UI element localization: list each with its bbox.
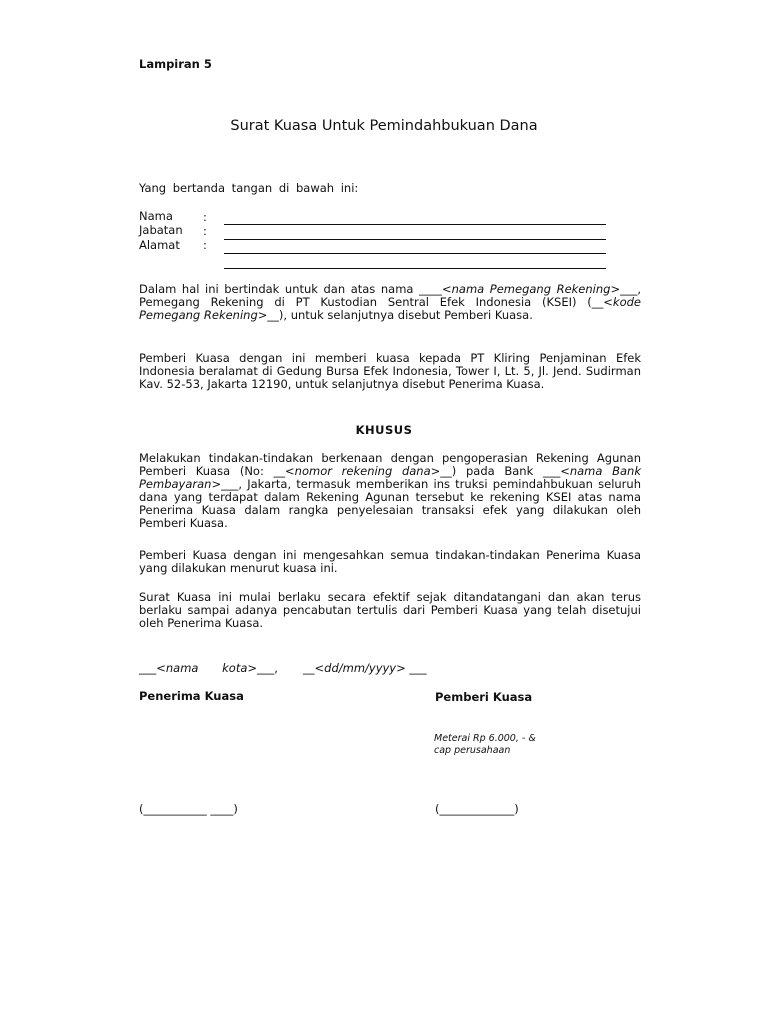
alamat-line-1 bbox=[224, 253, 606, 254]
stamp-duty-line-2: cap perusahaan bbox=[434, 745, 511, 756]
field-label-alamat: Alamat bbox=[139, 238, 180, 252]
field-colon: : bbox=[203, 210, 207, 224]
field-label-jabatan: Jabatan bbox=[139, 223, 183, 237]
signature-line-principal: (_____________) bbox=[435, 802, 519, 816]
para1-text-2: >___, Pemegang Rekening di PT Kustodian Sentral Efek Indonesia (KSEI) (__< bbox=[139, 282, 641, 309]
attachment-label: Lampiran 5 bbox=[139, 57, 212, 71]
paragraph-validity: Surat Kuasa ini mulai berlaku secara efektif sejak ditandatangani dan akan terus berlaku sampai adanya pencabutan tertulis dari Pemberi Kuasa yang telah disetujui oleh Penerima Kuasa. bbox=[139, 590, 641, 630]
paragraph-attorney: Pemberi Kuasa dengan ini memberi kuasa kepada PT Kliring Penjaminan Efek Indonesia beralamat di Gedung Bursa Efek Indonesia, Tower I, Lt. 5, Jl. Jend. Sudirman Kav. 52-53, Jakarta 12190, untuk selanjutnya disebut Penerima Kuasa. bbox=[139, 351, 641, 391]
paragraph-ratification: Pemberi Kuasa dengan ini mengesahkan semua tindakan-tindakan Penerima Kuasa yang dilakukan menurut kuasa ini. bbox=[139, 548, 641, 575]
paragraph-principal bbox=[139, 283, 641, 322]
placeholder-date: dd/mm/yyyy bbox=[324, 661, 397, 675]
para3-text-1: Melakukan tindakan-tindakan berkenaan dengan pengoperasian Rekening Agunan Pemberi Kuasa (No: __< bbox=[139, 451, 641, 478]
alamat-line-2 bbox=[224, 268, 606, 269]
date-prefix: __< bbox=[303, 661, 325, 675]
field-label-nama: Nama bbox=[139, 209, 173, 223]
para1-text-3: >__), untuk selanjutnya disebut Pemberi Kuasa. bbox=[257, 308, 533, 322]
nama-line bbox=[224, 224, 606, 225]
document-title: Surat Kuasa Untuk Pemindahbukuan Dana bbox=[230, 118, 538, 134]
para3-text-2: >__) pada Bank ___< bbox=[430, 464, 570, 478]
signature-line-attorney: (___________ ____) bbox=[139, 802, 238, 816]
intro-text: Yang bertanda tangan di bawah ini: bbox=[139, 181, 359, 195]
paragraph-scope bbox=[139, 452, 641, 530]
place-prefix: ___< bbox=[139, 661, 166, 675]
para3-text-3: >___, Jakarta, termasuk memberikan ins truksi pemindahbukuan seluruh dana yang terdapat dalam Rekening Agunan tersebut ke rekening KSEI atas nama Penerima Kuasa dalam rangka penyelesaian transaksi efek yang dilakukan oleh Pemberi Kuasa. bbox=[139, 477, 641, 530]
stamp-duty-line-1: Meterai Rp 6.000, - & bbox=[434, 733, 536, 744]
para1-text-1: Dalam hal ini bertindak untuk dan atas nama ____< bbox=[139, 282, 452, 296]
signature-title-principal: Pemberi Kuasa bbox=[435, 690, 533, 704]
field-colon: : bbox=[203, 238, 207, 252]
signature-title-attorney: Penerima Kuasa bbox=[139, 689, 244, 703]
jabatan-line bbox=[224, 239, 606, 240]
placeholder-account-number: nomor rekening dana bbox=[294, 464, 431, 478]
placeholder-account-holder-code: kode Pemegang Rekening bbox=[139, 295, 641, 322]
place-suffix: >___, bbox=[247, 661, 278, 675]
section-heading: KHUSUS bbox=[355, 423, 413, 437]
placeholder-city: nama kota bbox=[165, 661, 248, 675]
place-field bbox=[139, 661, 278, 675]
stamp-duty-note bbox=[434, 733, 536, 757]
field-colon: : bbox=[203, 224, 207, 238]
date-field bbox=[303, 661, 427, 675]
placeholder-account-holder-name: nama Pemegang Rekening bbox=[451, 282, 611, 296]
date-suffix: > ___ bbox=[396, 661, 427, 675]
placeholder-bank-name: nama Bank Pembayaran bbox=[139, 464, 641, 491]
